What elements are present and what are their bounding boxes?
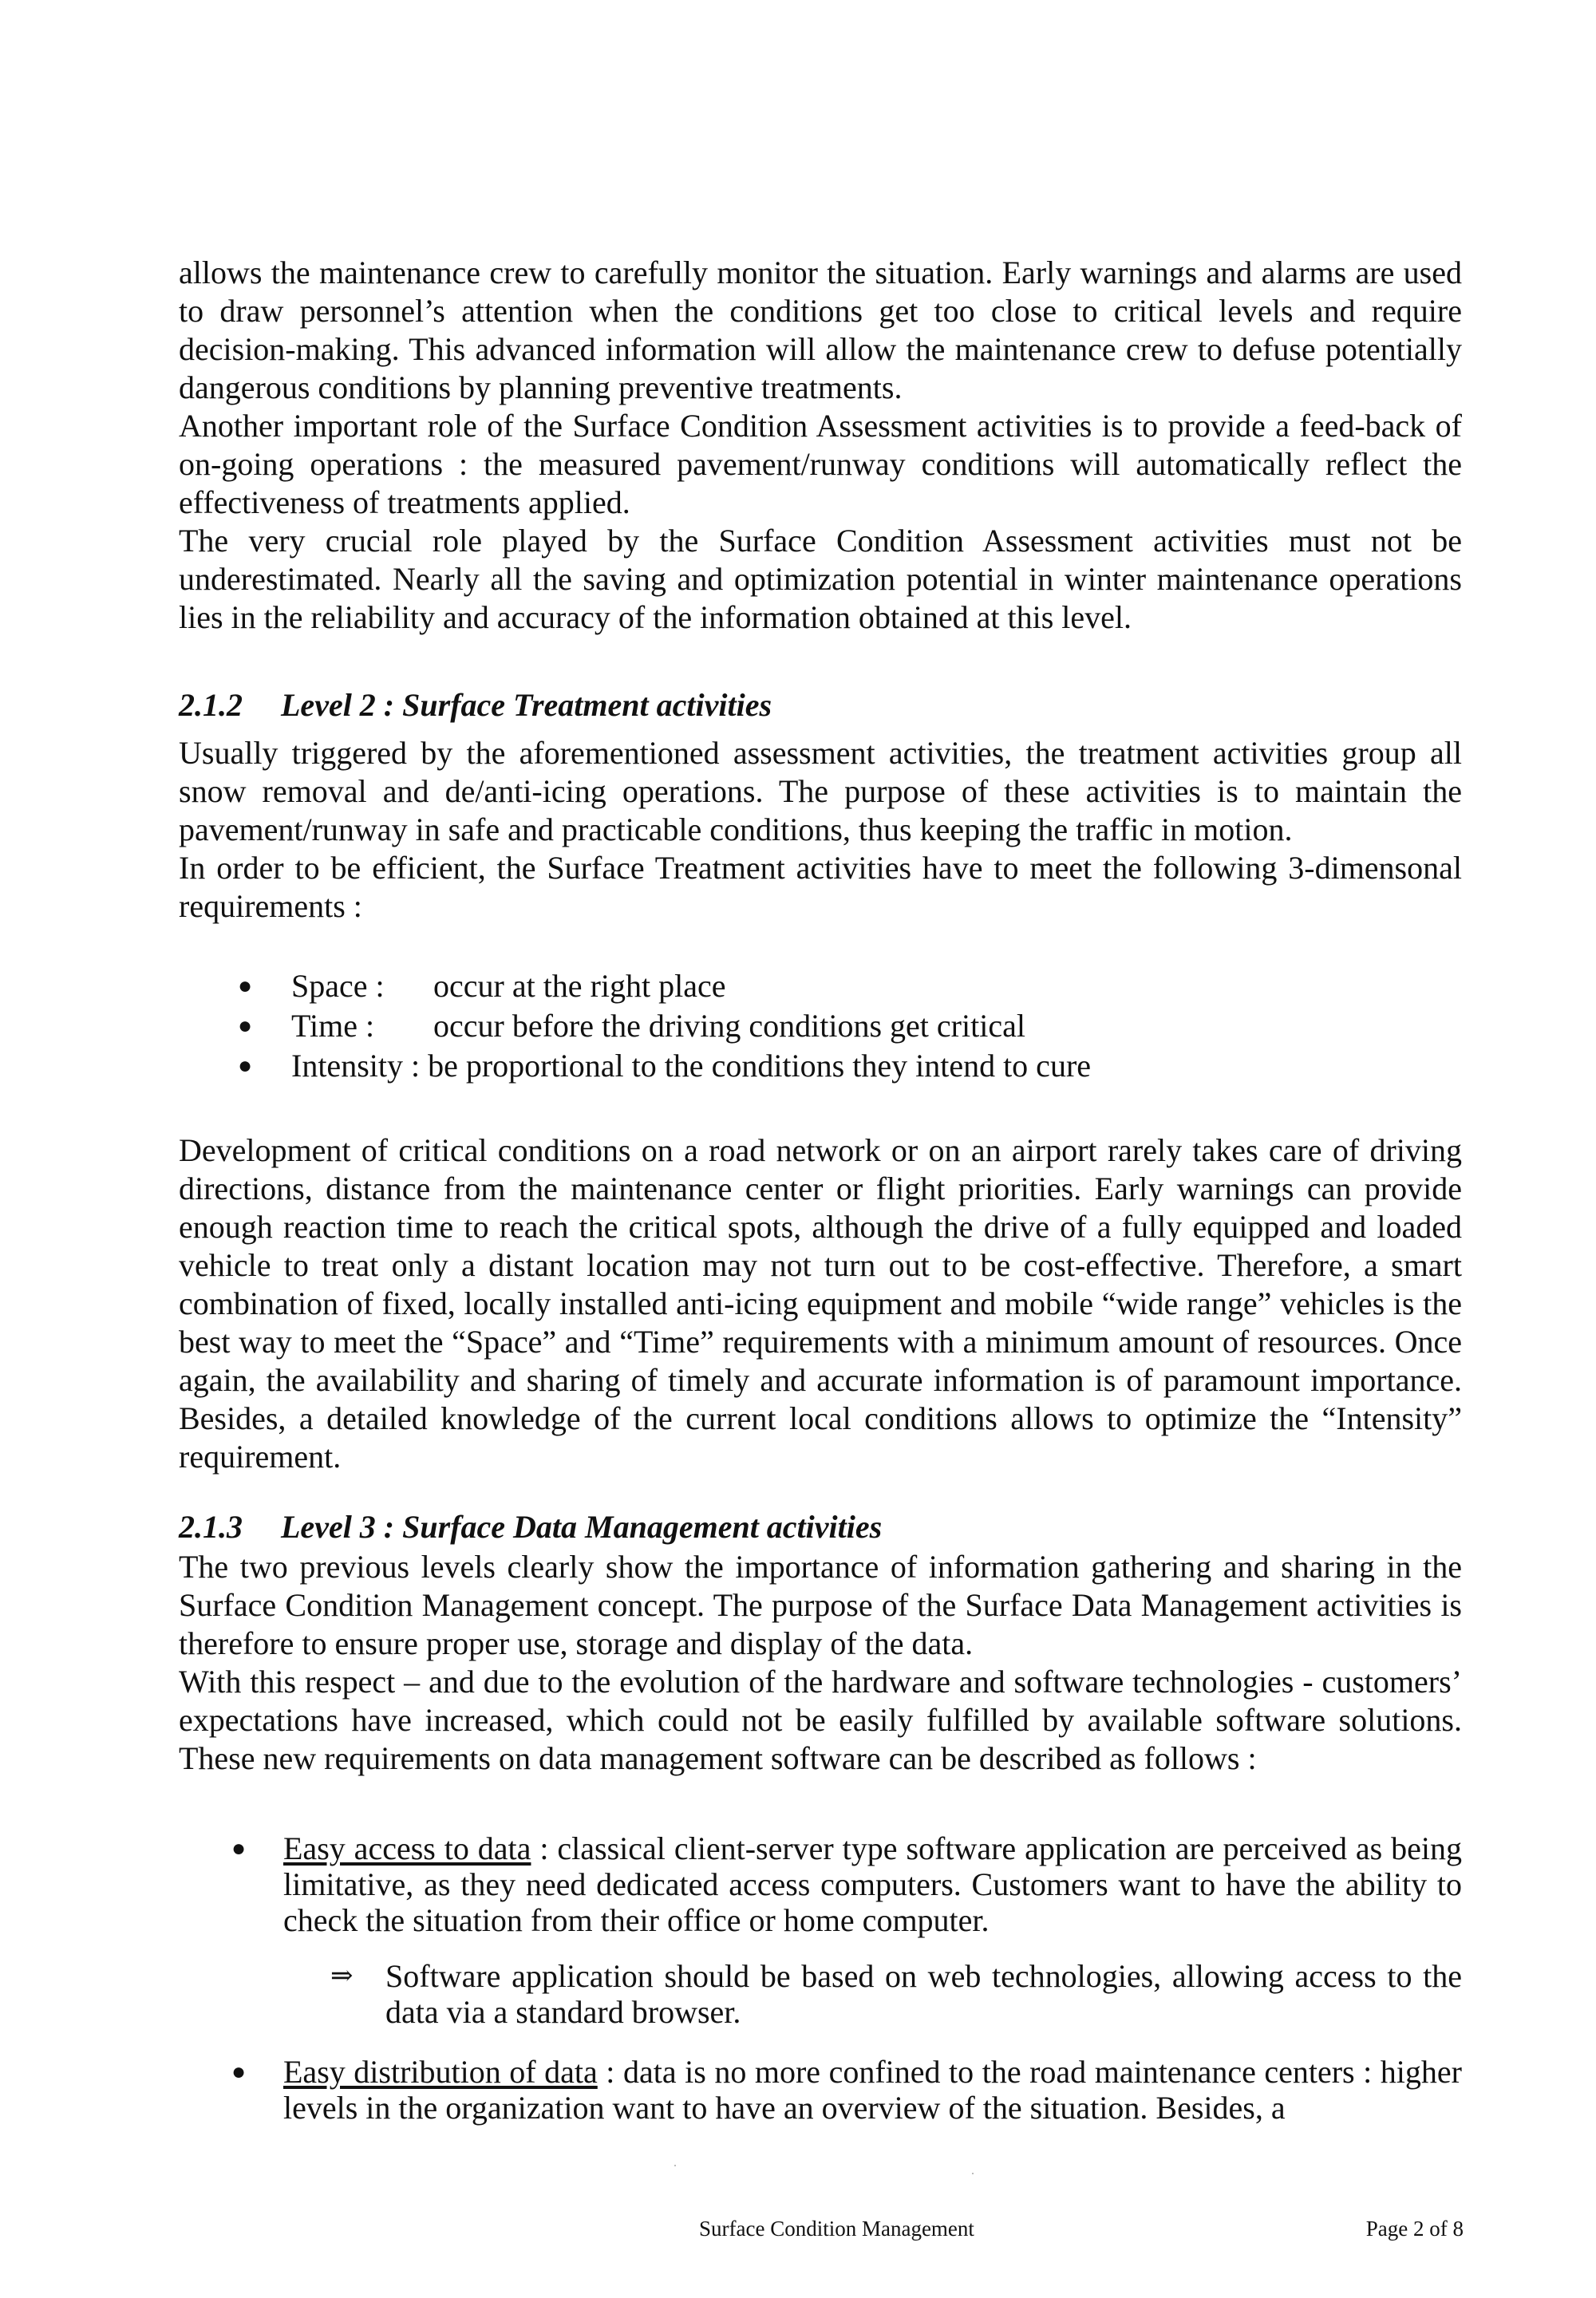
bullet-icon: ● <box>231 2059 247 2085</box>
consequence-text: Software application should be based on web technologies, allowing access to the data via a standard browser. <box>385 1958 1462 2030</box>
footer-title: Surface Condition Management <box>699 2217 974 2241</box>
list-item <box>179 966 1462 1006</box>
requirement-separator: : <box>597 2054 623 2090</box>
section-2-1-3 <box>179 1508 1462 1778</box>
requirement-value: be proportional to the conditions they intend to cure <box>428 1048 1092 1084</box>
requirement-term: Easy distribution of data <box>283 2054 598 2090</box>
list-item <box>179 1830 1462 1938</box>
section-heading-2-1-3 <box>179 1508 1462 1546</box>
paragraph-treatment-intro: Usually triggered by the aforementioned assessment activities, the treatment activities group all snow removal and de/anti-icing operations. The purpose of these activities is to maintain the pavement/runway in safe and practicable conditions, thus keeping the traffic in motion. <box>179 735 1462 847</box>
requirement-value: occur before the driving conditions get critical <box>433 1008 1025 1044</box>
paragraph-monitoring: allows the maintenance crew to carefully monitor the situation. Early warnings and alarms are used to draw personnel’s attention when the conditions get too close to critical levels and require decision-making. This advanced information will allow the maintenance crew to defuse potentially dangerous conditions by planning preventive treatments. <box>179 255 1462 405</box>
requirement-label: Space : <box>291 968 385 1004</box>
bullet-icon: ● <box>238 1052 253 1079</box>
section-title: Level 3 : Surface Data Management activities <box>281 1509 883 1545</box>
section-2-1-1-continued <box>179 254 1462 637</box>
requirement-value: occur at the right place <box>433 968 726 1004</box>
implies-arrow-icon: ⇒ <box>330 1960 354 1992</box>
paragraph-requirements-intro: In order to be efficient, the Surface Treatment activities have to meet the following 3-dimensonal requirements : <box>179 850 1462 924</box>
requirement-label: Time : <box>291 1008 375 1044</box>
list-item <box>179 1006 1462 1046</box>
section-number: 2.1.2 <box>179 687 243 723</box>
bullet-icon: ● <box>238 1013 253 1039</box>
section-2-1-2-closing <box>179 1131 1462 1476</box>
paragraph-new-requirements: With this respect – and due to the evolution of the hardware and software technologies - customers’ expectations have increased, which could not be easily fulfilled by available software solutions. These new requirements on data management software can be described as follows : <box>179 1664 1462 1776</box>
data-management-requirements-list <box>179 1830 1462 2126</box>
treatment-requirements-list <box>179 966 1462 1086</box>
requirement-term: Easy access to data <box>283 1830 531 1866</box>
list-item <box>179 2054 1462 2126</box>
footer-page-number: Page 2 of 8 <box>1365 2217 1464 2241</box>
requirement-text: data is no more confined to the road maintenance centers : higher levels in the organization want to have an overview of the situation. Besides, a <box>283 2054 1462 2126</box>
section-number: 2.1.3 <box>179 1509 243 1545</box>
paragraph-crucial-role: The very crucial role played by the Surface Condition Assessment activities must not be underestimated. Nearly all the saving and optimization potential in winter maintenance operations lies in the reliability and accuracy of the information obtained at this level. <box>179 523 1462 635</box>
bullet-icon: ● <box>238 973 253 999</box>
paragraph-data-management-intro: The two previous levels clearly show the importance of information gathering and sharing in the Surface Condition Management concept. The purpose of the Surface Data Management activities is therefore to ensure proper use, storage and display of the data. <box>179 1549 1462 1661</box>
requirement-text: classical client-server type software application are perceived as being limitative, as they need dedicated access computers. Customers want to have the ability to check the situation from their office or home computer. <box>283 1830 1462 1938</box>
requirement-row <box>291 1046 1091 1086</box>
section-2-1-2 <box>179 686 1462 926</box>
requirement-separator: : <box>531 1830 558 1866</box>
requirement-label: Intensity : <box>291 1048 421 1084</box>
scan-artifact <box>972 2173 974 2174</box>
paragraph-space-time-intensity: Development of critical conditions on a road network or on an airport rarely takes care of driving directions, distance from the maintenance center or flight priorities. Early warnings can provide enough reaction time to reach the critical spots, although the drive of a fully equipped and loaded vehicle to treat only a distant location may not turn out to be cost-effective. Therefore, a smart combination of fixed, locally installed anti-icing equipment and mobile “wide range” vehicles is the best way to meet the “Space” and “Time” requirements with a minimum amount of resources. Once again, the availability and sharing of timely and accurate information is of paramount importance. Besides, a detailed knowledge of the current local conditions allows to optimize the “Intensity” requirement. <box>179 1132 1462 1475</box>
scan-artifact <box>674 2165 676 2166</box>
section-heading-2-1-2 <box>179 686 1462 725</box>
bullet-icon: ● <box>231 1835 247 1862</box>
list-item <box>179 1046 1462 1086</box>
section-title: Level 2 : Surface Treatment activities <box>281 687 772 723</box>
paragraph-feedback: Another important role of the Surface Condition Assessment activities is to provide a feed-back of on-going operations : the measured pavement/runway conditions will automatically reflect the effectiveness of treatments applied. <box>179 408 1462 520</box>
consequence-item <box>179 1958 1462 2030</box>
